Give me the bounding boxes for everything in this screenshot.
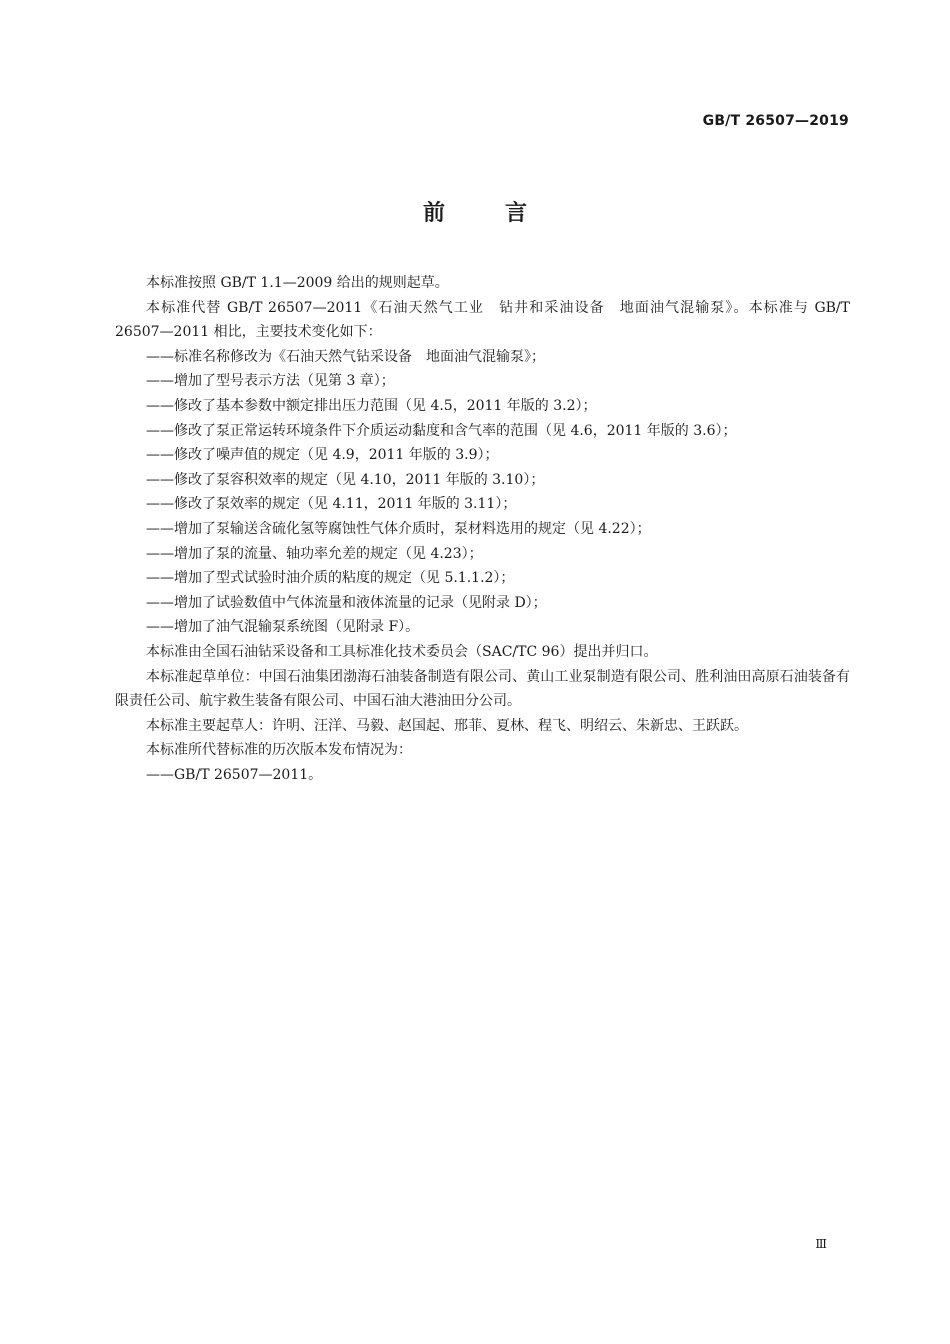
page-number: Ⅲ bbox=[815, 1237, 827, 1251]
paragraph-proposer: 本标准由全国石油钻采设备和工具标准化技术委员会（SAC/TC 96）提出并归口。 bbox=[146, 643, 658, 660]
change-item: ——增加了泵的流量、轴功率允差的规定（见 4.23）； bbox=[146, 545, 483, 562]
paragraph-drafting-units: 本标准起草单位：中国石油集团渤海石油装备制造有限公司、黄山工业泵制造有限公司、胜利油田高原石油装备有限责任公司、航宇救生装备有限公司、中国石油大港油田分公司。 bbox=[115, 668, 850, 710]
page-title: 前言 bbox=[422, 201, 587, 226]
change-item: ——增加了泵输送含硫化氢等腐蚀性气体介质时，泵材料选用的规定（见 4.22）； bbox=[146, 520, 651, 537]
paragraph-history-intro: 本标准所代替标准的历次版本发布情况为： bbox=[146, 742, 412, 759]
change-item: ——增加了试验数值中气体流量和液体流量的记录（见附录 D）； bbox=[146, 594, 547, 611]
change-item: ——修改了泵效率的规定（见 4.11，2011 年版的 3.11）； bbox=[146, 496, 517, 513]
standard-code: GB/T 26507—2019 bbox=[702, 113, 849, 129]
change-item: ——标准名称修改为《石油天然气钻采设备 地面油气混输泵》； bbox=[146, 348, 545, 365]
change-item: ——修改了基本参数中额定排出压力范围（见 4.5，2011 年版的 3.2）； bbox=[146, 397, 597, 414]
paragraph-replacement: 本标准代替 GB/T 26507—2011《石油天然气工业 钻井和采油设备 地面油气混输泵》。本标准与 GB/T 26507—2011 相比，主要技术变化如下： bbox=[115, 299, 850, 341]
change-item: ——修改了噪声值的规定（见 4.9，2011 年版的 3.9）； bbox=[146, 447, 499, 464]
change-item: ——增加了型式试验时油介质的粘度的规定（见 5.1.1.2）； bbox=[146, 570, 515, 587]
foreword-body bbox=[115, 271, 850, 787]
change-item: ——修改了泵正常运转环境条件下介质运动黏度和含气率的范围（见 4.6，2011 年版的 3.6）； bbox=[146, 422, 737, 439]
change-item: ——增加了油气混输泵系统图（见附录 F）。 bbox=[146, 619, 420, 636]
change-item: ——修改了泵容积效率的规定（见 4.10，2011 年版的 3.10）； bbox=[146, 471, 545, 488]
paragraph-drafters: 本标准主要起草人：许明、汪洋、马毅、赵国起、邢菲、夏林、程飞、明绍云、朱新忠、王跃跃。 bbox=[146, 717, 748, 734]
change-item: ——增加了型号表示方法（见第 3 章）； bbox=[146, 373, 395, 390]
history-item: ——GB/T 26507—2011。 bbox=[146, 766, 323, 783]
paragraph-drafting-rules: 本标准按照 GB/T 1.1—2009 给出的规则起草。 bbox=[146, 275, 449, 291]
